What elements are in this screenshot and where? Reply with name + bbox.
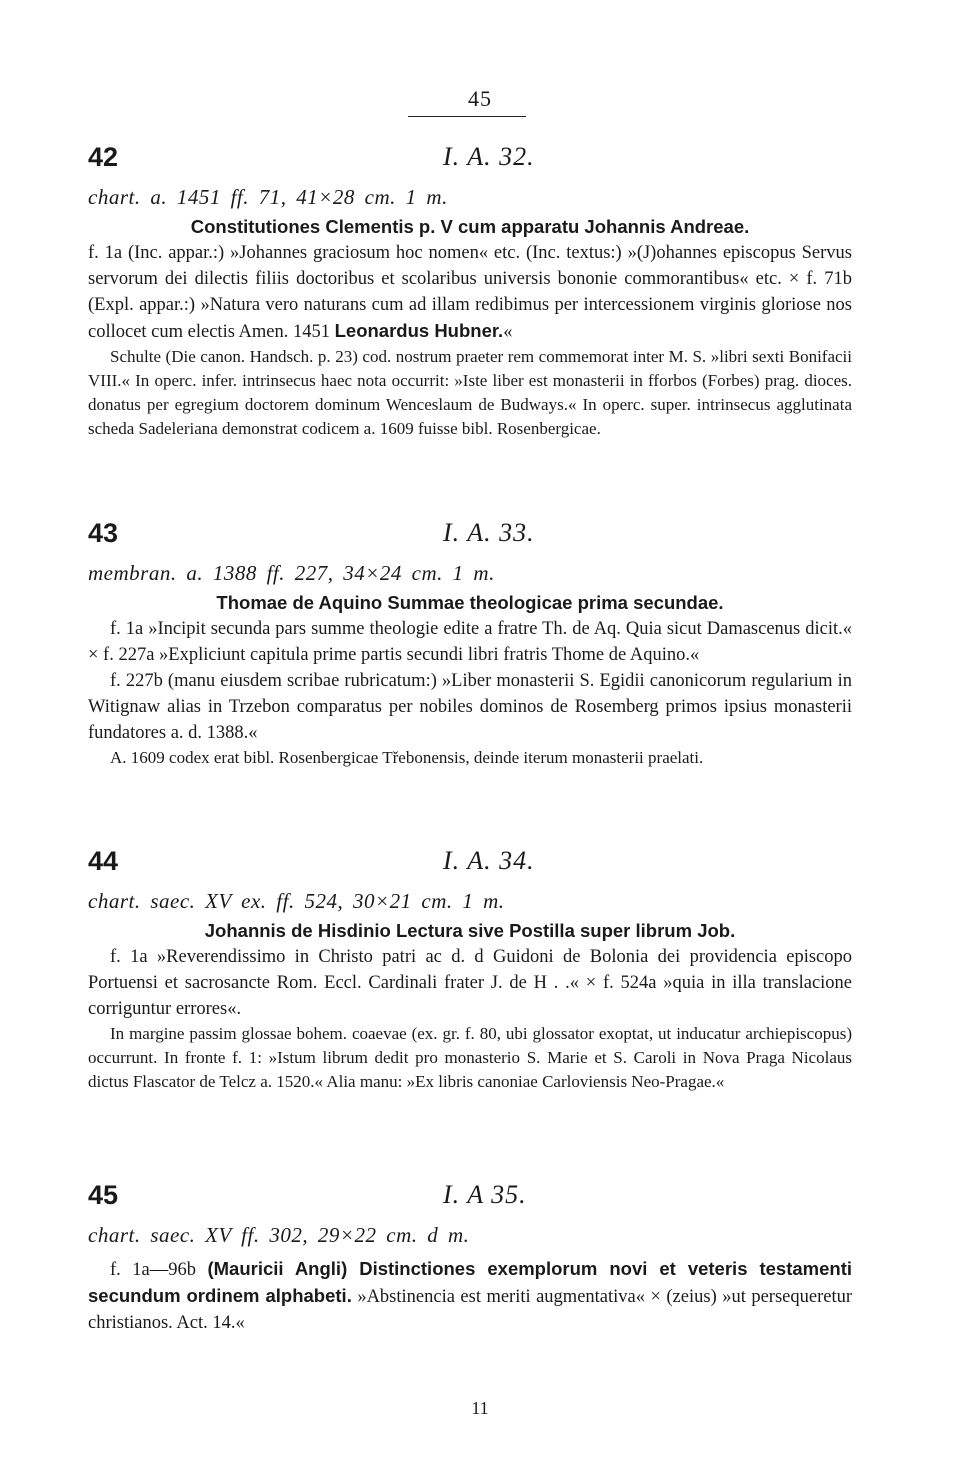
entry-text [88, 240, 852, 345]
catalog-entry-42 [88, 142, 852, 441]
entry-header [88, 518, 852, 558]
physical-description: chart. saec. XV ex. ff. 524, 30×21 cm. 1 m. [88, 889, 505, 913]
entry-note: In margine passim glossae bohem. coaevae (ex. gr. f. 80, ubi glossator exoptat, ut inducatur archiepiscopus) occurrunt. In fronte f. 1: »Istum librum dedit pro monasterio S. Marie et S. Caroli in Nova Praga Nicolaus dictus Flascator de Telcz a. 1520.« Alia manu: »Ex libris canoniae Carloviensis Neo-Pragae.« [88, 1024, 852, 1091]
text-run: f. 1a (Inc. appar.:) »Johannes graciosum hoc nomen« etc. (Inc. textus:) »(J)ohannes episcopus Servus servorum dei dilectis filiis doctoribus et scolaribus universis bononie commorantibus« etc. × f. 71b (Expl. appar.:) »Natura vero naturans cum ad illam redibimus per intercessionem virginis gloriose nos collocet cum electis Amen. 1451 [88, 243, 852, 342]
entry-number: 43 [88, 518, 119, 548]
work-title: Thomae de Aquino Summae theologicae prima secundae. [216, 592, 724, 613]
entry-number: 42 [88, 142, 119, 172]
text-run: « [503, 322, 513, 342]
physical-description: membran. a. 1388 ff. 227, 34×24 cm. 1 m. [88, 561, 495, 585]
work-title: Johannis de Hisdinio Lectura sive Postilla super librum Job. [204, 920, 736, 941]
entry-header [88, 846, 852, 886]
page-number: 45 [468, 86, 492, 111]
header-rule [408, 116, 526, 117]
shelfmark: I. A 35. [443, 1180, 527, 1209]
work-title-inline: (Mauricii Angli) Distinctiones exemplorum novi et veteris testamenti secundum ordinem alphabeti. [88, 1258, 852, 1306]
catalog-entry-43 [88, 518, 852, 770]
shelfmark: I. A. 33. [443, 518, 535, 547]
entry-text [88, 1256, 852, 1336]
text-run: f. 1a—96b [110, 1260, 208, 1280]
entry-text: f. 1a »Incipit secunda pars summe theologie edite a fratre Th. de Aq. Quia sicut Damascenus dicit.« × f. 227a »Expliciunt capitula prime partis secundi libri fratris Thome de Aquino.« [88, 619, 852, 665]
entry-number: 44 [88, 846, 119, 876]
entry-note: A. 1609 codex erat bibl. Rosenbergicae Třebonensis, deinde iterum monasterii praelati. [110, 748, 704, 767]
physical-description: chart. saec. XV ff. 302, 29×22 cm. d m. [88, 1223, 470, 1247]
entry-number: 45 [88, 1180, 119, 1210]
physical-description: chart. a. 1451 ff. 71, 41×28 cm. 1 m. [88, 185, 448, 209]
shelfmark: I. A. 32. [443, 142, 535, 171]
text-run: »Abstinencia est meriti augmentativa« × (zeius) »ut persequeretur christianos. Act. 14.« [88, 1287, 852, 1333]
scribe-name: Leonardus Hubner. [334, 320, 504, 341]
work-title: Constitutiones Clementis p. V cum apparatu Johannis Andreae. [190, 216, 750, 237]
entry-text: f. 1a »Reverendissimo in Christo patri ac d. d Guidoni de Bolonia dei providencia episcopo Portuensi et sacrosancte Rom. Eccl. Cardinali frater J. de H . .« × f. 524a »quia in illa translacione corriguntur errores«. [88, 947, 852, 1019]
catalog-entry-44 [88, 846, 852, 1094]
signature-number: 11 [471, 1398, 489, 1418]
catalog-entry-45 [88, 1180, 852, 1336]
entry-header [88, 1180, 852, 1220]
shelfmark: I. A. 34. [443, 846, 535, 875]
entry-text-2: f. 227b (manu eiusdem scribae rubricatum:) »Liber monasterii S. Egidii canonicorum regularium in Witignaw alias in Trzebon comparatus per nobiles dominos de Rosemberg primos ipsius monasterii fundatores a. d. 1388.« [88, 671, 852, 743]
entry-note: Schulte (Die canon. Handsch. p. 23) cod. nostrum praeter rem commemorat inter M. S. »libri sexti Bonifacii VIII.« In operc. infer. intrinsecus haec nota occurrit: »Iste liber est monasterii in fforbos (Forbes) prag. dioces. donatus per egregium doctorem dominum Wenceslaum de Budways.« In operc. super. intrinsecus agglutinata scheda Sadeleriana demonstrat codicem a. 1609 fuisse bibl. Rosenbergicae. [88, 347, 852, 438]
entry-header [88, 142, 852, 182]
